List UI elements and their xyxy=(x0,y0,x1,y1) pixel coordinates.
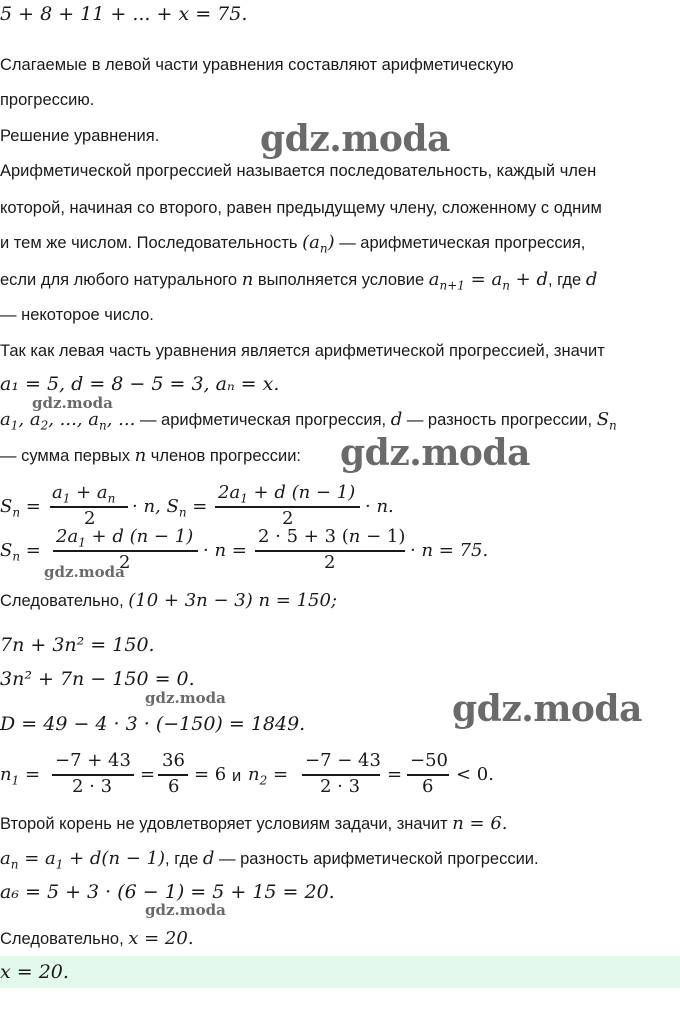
watermark: gdz.moda xyxy=(340,432,530,474)
text-line: Следовательно, x = 20. xyxy=(0,928,194,949)
watermark: gdz.moda xyxy=(44,563,125,581)
answer-text: x = 20. xyxy=(0,961,69,983)
text-line: Следовательно, (10 + 3n − 3) n = 150; xyxy=(0,590,338,611)
sum-formula-line: $S_n$ = $a_1 + a_n$ 2 · n, $S_n$ = $2a_1 + d$ (n − 1) 2 · n. xyxy=(0,482,394,529)
text-line: Решение уравнения. xyxy=(0,127,160,145)
text-line: Второй корень не удовлетворяет условиям задачи, значит n = 6. xyxy=(0,813,508,834)
watermark: gdz.moda xyxy=(260,118,450,160)
text-line: Арифметической прогрессией называется последовательность, каждый член xyxy=(0,162,597,180)
watermark: gdz.moda xyxy=(145,689,226,707)
watermark: gdz.moda xyxy=(32,394,113,412)
text-line: которой, начиная со второго, равен предыдущему члену, сложенному с одним xyxy=(0,199,602,217)
substitution-line: $S_n$ = $2a_1 + d$ (n − 1) 2 · n = 2 · 5 + 3 (n − 1) 2 · n = 75. xyxy=(0,526,489,573)
text-line: если для любого натурального n выполняется условие $a_{n+1} = a_n + d$, где d xyxy=(0,269,598,293)
math-inline: $a_n = a_1 + d(n - 1)$ xyxy=(0,848,166,872)
math-inline: $a_{n+1} = a_n + d$ xyxy=(428,269,548,293)
math-line: a₆ = 5 + 3 · (6 − 1) = 5 + 15 = 20. xyxy=(0,881,335,903)
text-line: Так как левая часть уравнения является арифметической прогрессией, значит xyxy=(0,342,605,360)
roots-line: $n_1$ = −7 + 43 2 · 3 = 36 6 = 6 и $n_2$ = −7 − 43 2 · 3 = −50 6 < 0. xyxy=(0,750,494,797)
text-line: — сумма первых n членов прогрессии: xyxy=(0,445,302,466)
text-line: прогрессию. xyxy=(0,91,95,109)
math-line: 3n² + 7n − 150 = 0. xyxy=(0,668,195,690)
math-line: a₁ = 5, d = 8 − 5 = 3, aₙ = x. xyxy=(0,373,280,395)
text-line: $a_1$, $a_2$, ..., $a_n$, ... — арифметическая прогрессия, d — разность прогрессии, $S_n$ xyxy=(0,409,617,433)
text-line: — некоторое число. xyxy=(0,306,154,324)
text-line: $a_n = a_1 + d(n - 1)$, где d — разность арифметической прогрессии. xyxy=(0,848,539,872)
math-inline: $a_1$, $a_2$, ..., $a_n$, ... xyxy=(0,409,136,433)
text-line: Слагаемые в левой части уравнения составляют арифметическую xyxy=(0,56,514,74)
watermark: gdz.moda xyxy=(452,688,642,730)
watermark: gdz.moda xyxy=(145,901,226,919)
text-line: и тем же числом. Последовательность $(a_n)$ — арифметическая прогрессия, xyxy=(0,232,586,256)
math-line: 7n + 3n² = 150. xyxy=(0,634,155,656)
math-line: D = 49 − 4 · 3 · (−150) = 1849. xyxy=(0,713,306,735)
equation-line: 5 + 8 + 11 + ... + x = 75. xyxy=(0,3,248,25)
answer-box xyxy=(0,956,680,988)
math-inline: $(a_n)$ xyxy=(302,232,335,256)
